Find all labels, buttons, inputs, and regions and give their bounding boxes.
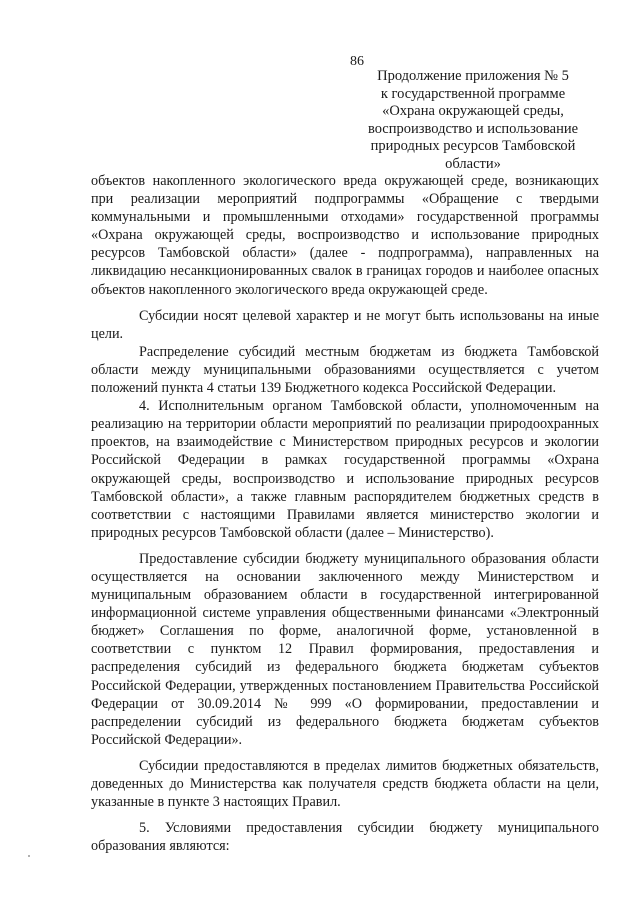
paragraph-agreement: Предоставление субсидии бюджету муниципального образования области осуществляется на основании заключенного между Министерством и муниципальным образованием области в государственной интегрированной информационной системе управления общественными финансами «Электронный бюджет» Соглашения по форме, аналогичной форме, установленной в соответствии с пунктом 12 Правил формирования, предоставления и распределения субсидий из федерального бюджета бюджетам субъектов Российской Федерации, утвержденных постановлением Правительства Российской Федерации от 30.09.2014 № 999 «О формировании, предоставлении и распределении субсидий из федерального бюджета бюджетам субъектов Российской Федерации». (91, 550, 599, 748)
paragraph-item-4: 4. Исполнительным органом Тамбовской области, уполномоченным на реализацию на территории области мероприятий по реализации природоохранных проектов, на взаимодействие с Министерством природных ресурсов и экологии Российской Федерации в рамках государственной программы «Охрана окружающей среды, воспроизводство и использование природных ресурсов Тамбовской области», а также главным распорядителем бюджетных средств в соответствии с настоящими Правилами является министерство экологии и природных ресурсов Тамбовской области (далее – Министерство). (91, 398, 599, 541)
header-line: Продолжение приложения № 5 (377, 68, 569, 84)
header-line: к государственной программе (380, 85, 566, 102)
paragraph-item-5: 5. Условиями предоставления субсидии бюджету муниципального образования являются: (91, 820, 599, 855)
paragraph-subsidy-purpose: Субсидии носят целевой характер и не могут быть использованы на иные цели. (91, 307, 599, 342)
appendix-header (360, 68, 586, 174)
scan-speck (28, 855, 30, 857)
document-body (91, 172, 599, 855)
header-line: области» (445, 155, 501, 172)
page-number: 86 (350, 54, 364, 69)
header-line: природных ресурсов Тамбовской (370, 138, 576, 155)
paragraph-continuation: объектов накопленного экологического вреда окружающей среде, возникающих при реализации мероприятий подпрограммы «Обращение с твердыми коммунальными и промышленными отходами» государственной программы «Охрана окружающей среды, воспроизводство и использование природных ресурсов Тамбовской области» (далее - подпрограмма), направленных на ликвидацию несанкционированных свалок в границах городов и наиболее опасных объектов накопленного экологического вреда окружающей среде. (91, 173, 599, 298)
paragraph-limits: Субсидии предоставляются в пределах лимитов бюджетных обязательств, доведенных до Министерства как получателя средств бюджета области на цели, указанные в пункте 3 настоящих Правил. (91, 757, 599, 811)
header-line: «Охрана окружающей среды, (382, 103, 564, 120)
header-line: воспроизводство и использование (367, 120, 579, 137)
paragraph-distribution: Распределение субсидий местным бюджетам из бюджета Тамбовской области между муниципальными образованиями осуществляется с учетом положений пункта 4 статьи 139 Бюджетного кодекса Российской Федерации. (91, 343, 599, 397)
